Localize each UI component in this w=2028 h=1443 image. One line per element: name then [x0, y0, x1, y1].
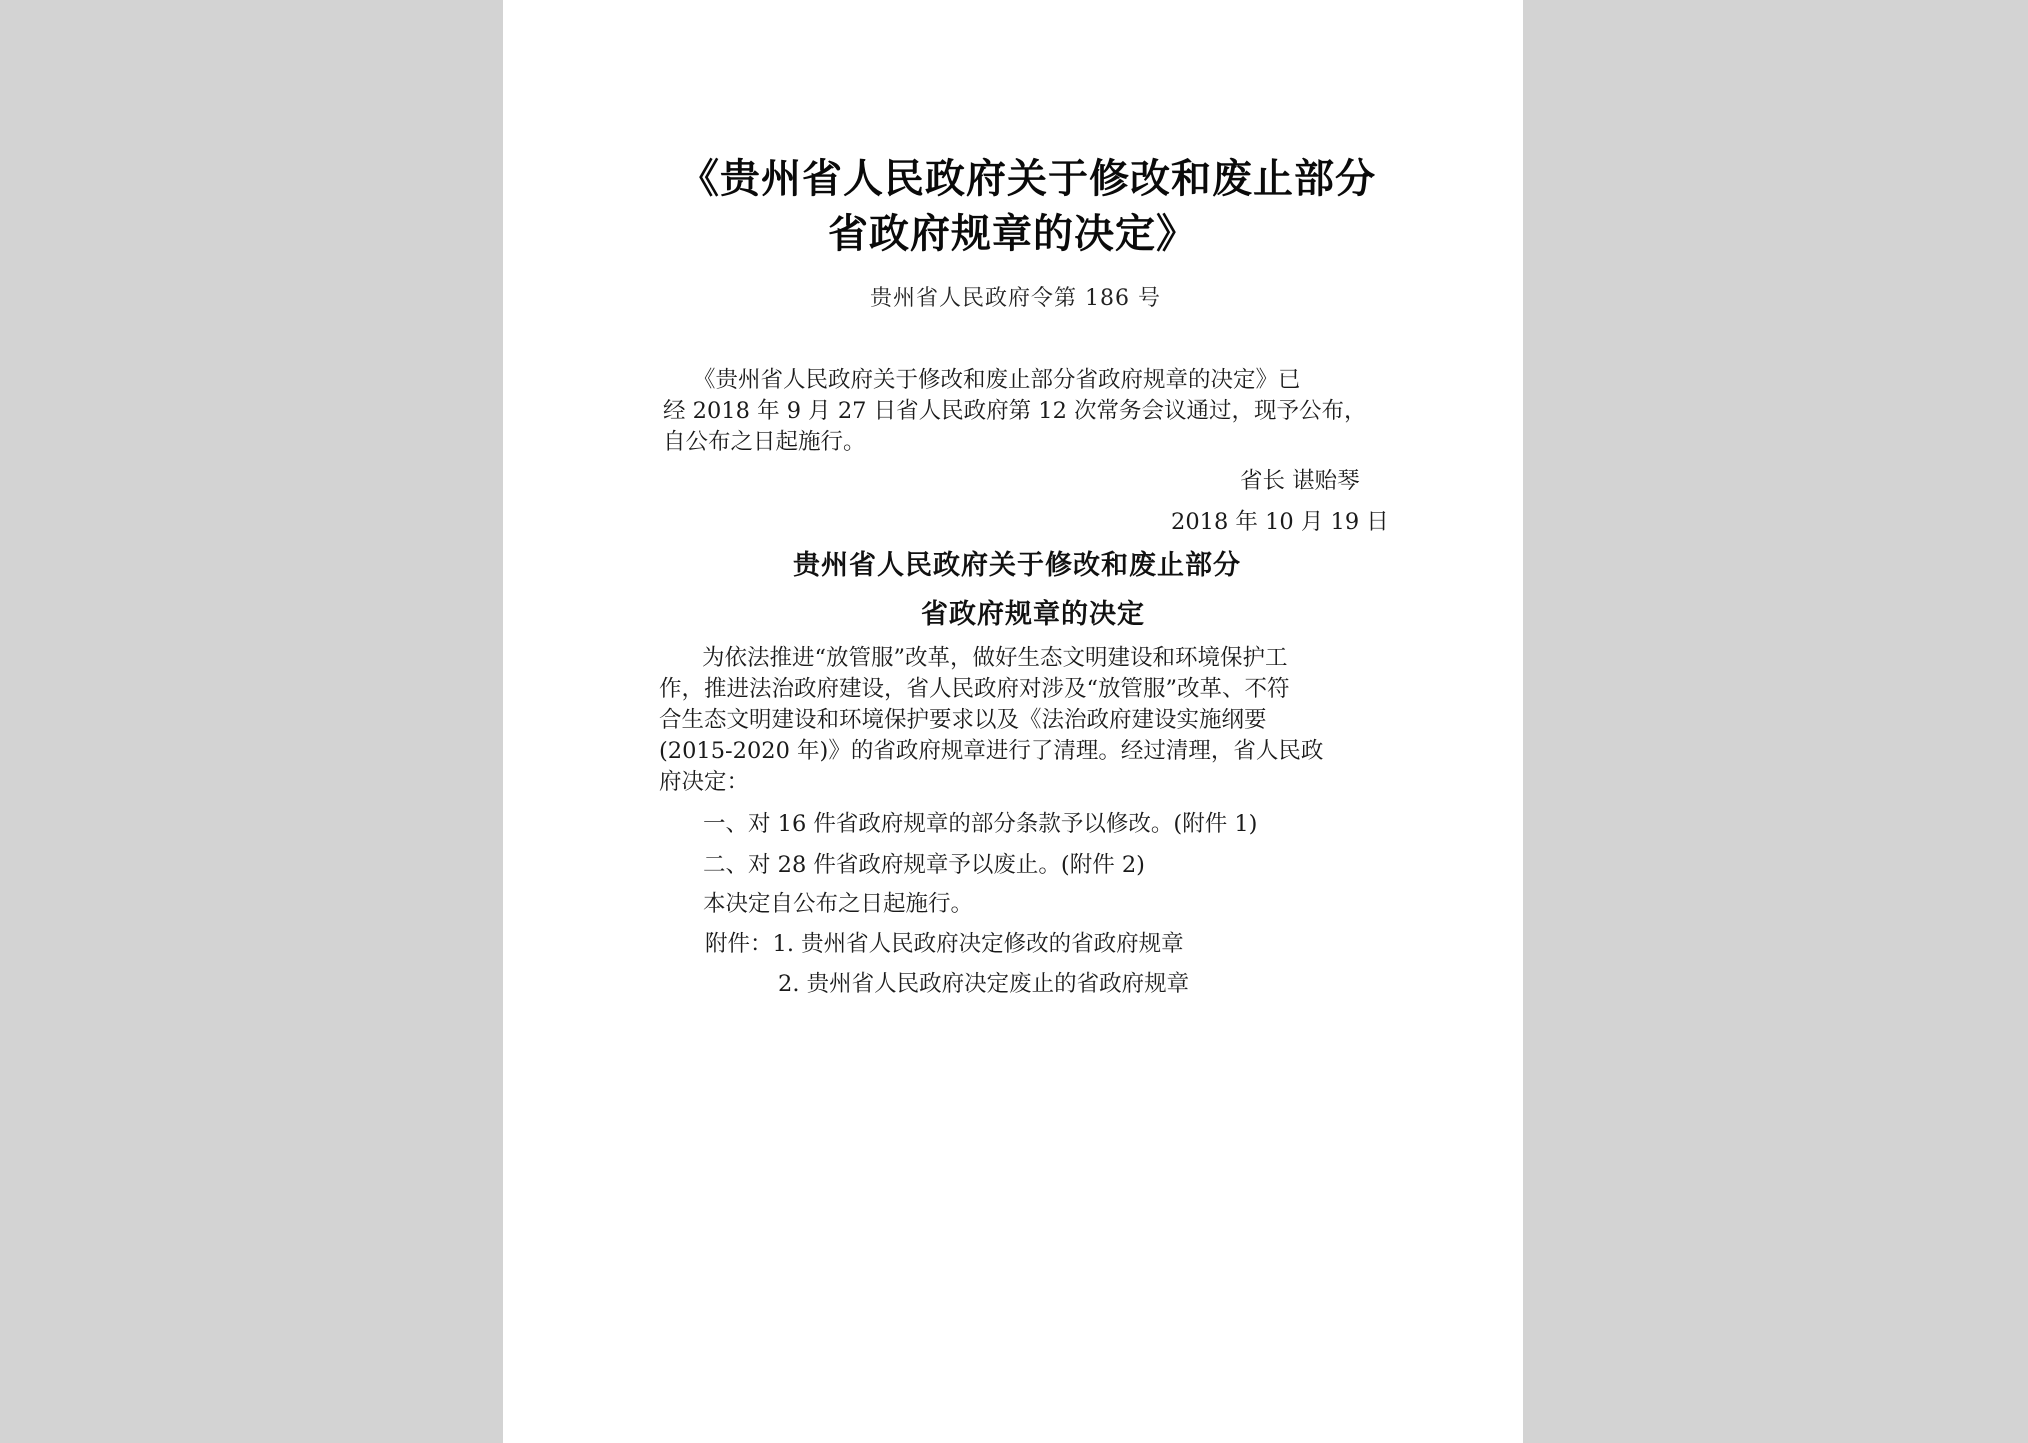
decision-item-1: 一、对 16 件省政府规章的部分条款予以修改。(附件 1) [703, 811, 1258, 837]
effective-clause: 本决定自公布之日起施行。 [703, 891, 974, 917]
preamble-line-5: 府决定： [659, 769, 750, 795]
preamble-line-1: 为依法推进“放管服”改革，做好生态文明建设和环境保护工 [702, 645, 1288, 671]
promulgation-line-3: 自公布之日起施行。 [663, 429, 866, 455]
document-title-line-1: 《贵州省人民政府关于修改和废止部分 [679, 155, 1376, 202]
attachment-2: 2. 贵州省人民政府决定废止的省政府规章 [778, 971, 1190, 997]
signatory: 省长 谌贻琴 [1240, 468, 1360, 494]
preamble-line-3: 合生态文明建设和环境保护要求以及《法治政府建设实施纲要 [659, 707, 1267, 733]
preamble-line-4: (2015-2020 年)》的省政府规章进行了清理。经过清理，省人民政 [659, 738, 1324, 764]
promulgation-line-2: 经 2018 年 9 月 27 日省人民政府第 12 次常务会议通过，现予公布， [663, 398, 1367, 424]
document-page [503, 0, 1523, 1443]
decision-title-line-1: 贵州省人民政府关于修改和废止部分 [793, 550, 1241, 581]
promulgation-line-1: 《贵州省人民政府关于修改和废止部分省政府规章的决定》已 [693, 367, 1301, 393]
document-title-line-2: 省政府规章的决定》 [828, 210, 1197, 257]
preamble-line-2: 作，推进法治政府建设，省人民政府对涉及“放管服”改革、不符 [659, 676, 1290, 702]
decision-item-2: 二、对 28 件省政府规章予以废止。(附件 2) [703, 852, 1145, 878]
signing-date: 2018 年 10 月 19 日 [1171, 509, 1389, 535]
decision-title-line-2: 省政府规章的决定 [921, 599, 1145, 630]
order-number: 贵州省人民政府令第 186 号 [870, 286, 1161, 311]
attachment-1: 附件：1. 贵州省人民政府决定修改的省政府规章 [705, 931, 1184, 957]
